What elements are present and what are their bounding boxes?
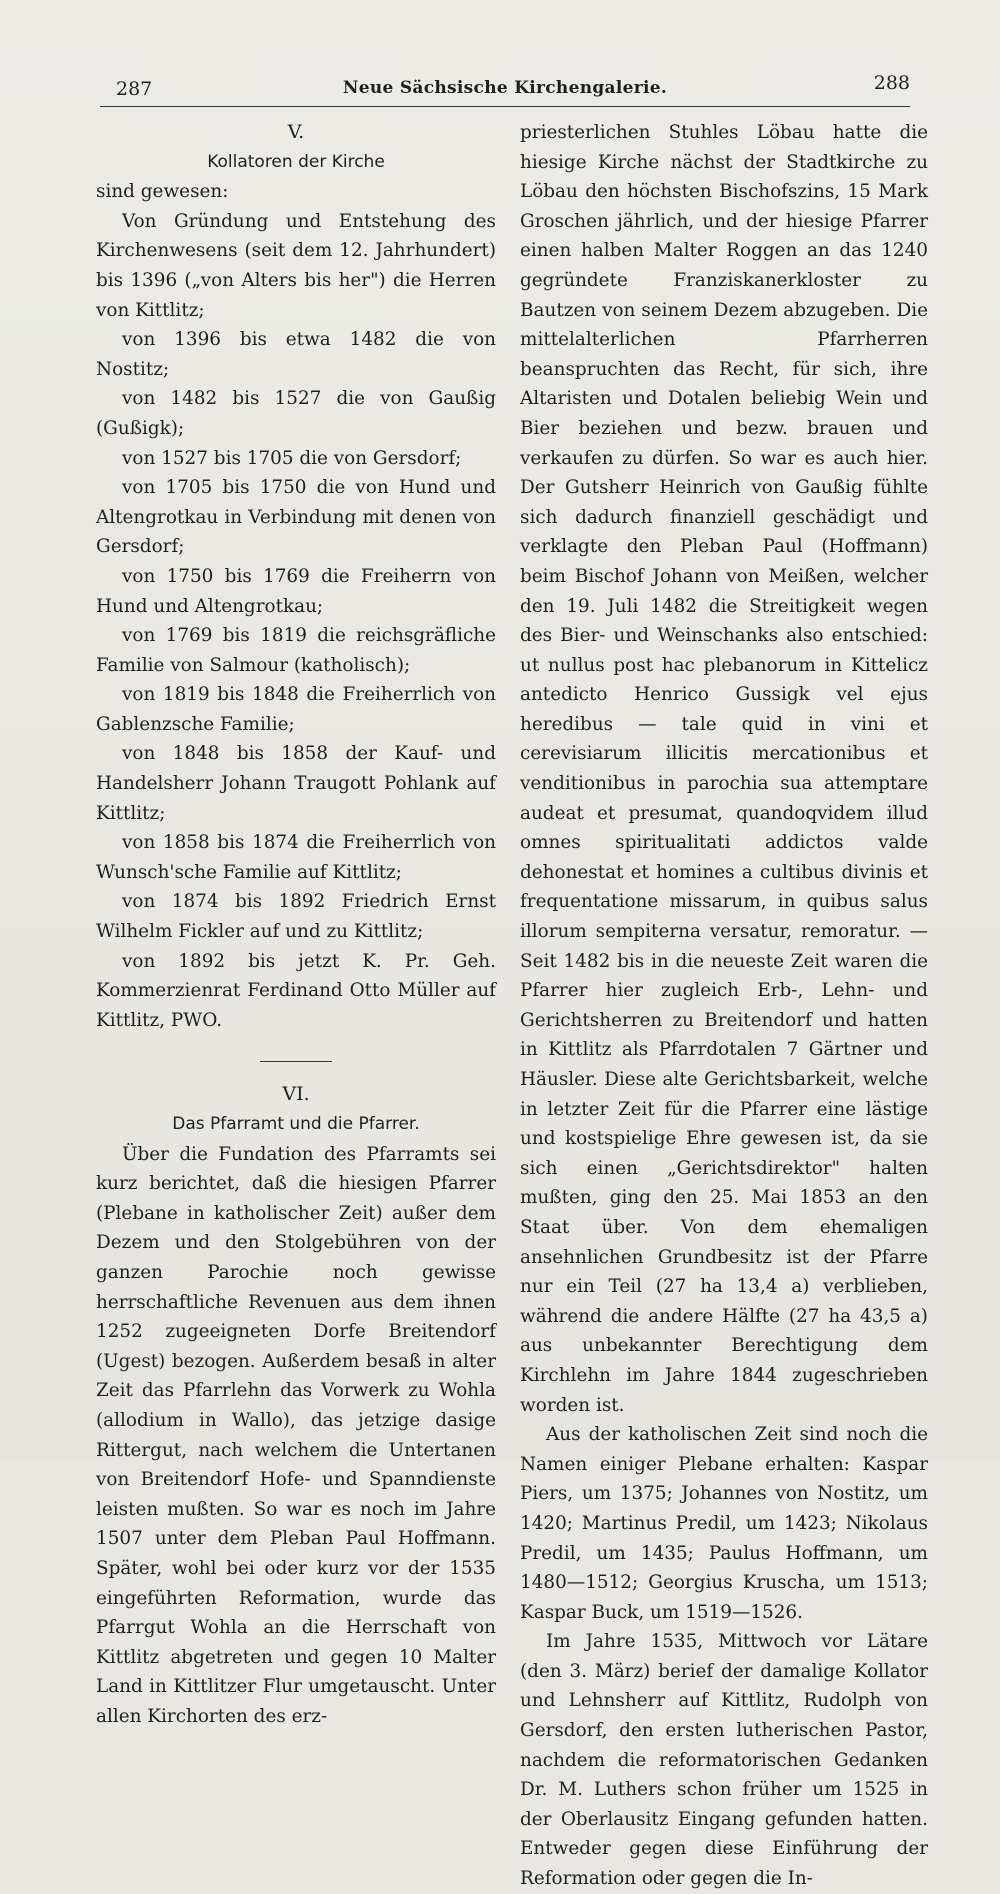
collator-entry: von 1396 bis etwa 1482 die von Nostitz; [96, 329, 496, 380]
body-paragraph: Über die Fundation des Pfarramts sei kurz berichtet, daß die hiesigen Pfarrer (Plebane in katholischer Zeit) außer dem Dezem und den Stolgebühren von der ganzen Parochie noch gewisse herrschaftliche Revenuen aus dem ihnen 1252 zugeeigneten Dorfe Breitendorf (Ugest) bezogen. Außerdem besaß in alter Zeit das Pfarrlehn das Vorwerk zu Wohla (allodium in Wallo), das jetzige dasige Rittergut, nach welchem die Untertanen von Breitendorf Hofe- und Spanndienste leisten mußten. So war es noch im Jahre 1507 unter dem Pleban Paul Hoffmann. Später, wohl bei oder kurz vor der 1535 eingeführten Reformation, wurde das Pfarrgut Wohla an die Herrschaft von Kittlitz abgetreten und gegen 10 Malter Land in Kittlitzer Flur umgetauscht. Unter allen Kirchorten des erz- [96, 1143, 496, 1727]
body-paragraph: Aus der katholischen Zeit sind noch die Namen einiger Plebane erhalten: Kaspar Piers, um 1375; Johannes von Nostitz, um 1420; Martinus Predil, um 1423; Nikolaus Predil, um 1435; Paulus Hoffmann, um 1480—1512; Georgius Kruscha, um 1513; Kaspar Buck, um 1519—1526. [520, 1424, 928, 1623]
section-6-number: VI. [282, 1083, 310, 1106]
body-paragraph: priesterlichen Stuhles Löbau hatte die hiesige Kirche nächst der Stadtkirche zu Löbau den höchsten Bischofszins, 15 Mark Groschen jährlich, und der hiesige Pfarrer einen halben Malter Roggen an das 1240 gegründete Franziskanerkloster zu Bautzen von seinem Dezem abzugeben. Die mittelalterlichen Pfarrherren beanspruchten das Recht, für sich, ihre Altaristen und Dotalen beliebig Wein und Bier beziehen und bezw. brauen und verkaufen zu dürfen. So war es auch hier. Der Gutsherr Heinrich von Gaußig fühlte sich dadurch finanziell geschädigt und verklagte den Pleban Paul (Hoffmann) beim Bischof Johann von Meißen, welcher den 19. Juli 1482 die Streitigkeit wegen des Bier- und Weinschanks also entschied: ut nullus post hac plebanorum in Kittelicz antedicto Henrico Gussigk vel ejus heredibus — tale quid in vini et cerevisiarum illicitis mercationibus et venditionibus in parochia sua attemptare audeat et presumat, quandoqvidem illud omnes spiritualitati addictos valde dehonestat et homines a cultibus divinis et frequentatione missarum, in quibus salus illorum sempiterna versatur, remoratur. — Seit 1482 bis in die neueste Zeit waren die Pfarrer hier zugleich Erb-, Lehn- und Gerichtsherren zu Breitendorf und hatten in Kittlitz als Pfarrdotalen 7 Gärtner und Häusler. Diese alte Gerichtsbarkeit, welche in letzter Zeit für die Pfarrer eine lästige und kostspielige Ehre gewesen ist, da sie sich einen „Gerichtsdirektor" halten mußten, ging den 25. Mai 1853 an den Staat über. Von dem ehemaligen ansehnlichen Grundbesitz ist der Pfarre nur ein Teil (27 ha 13,4 a) verblieben, während die andere Hälfte (27 ha 43,5 a) aus unbekannter Berechtigung dem Kirchlehn im Jahre 1844 zugeschrieben worden ist. [520, 122, 928, 1416]
collators-intro: sind gewesen: [96, 181, 229, 203]
left-column [96, 118, 496, 1731]
collator-entry: von 1482 bis 1527 die von Gaußig (Gußigk); [96, 388, 496, 439]
collator-entry: von 1769 bis 1819 die reichsgräfliche Familie von Salmour (katholisch); [96, 625, 496, 676]
collator-entry: von 1874 bis 1892 Friedrich Ernst Wilhelm Fickler auf und zu Kittlitz; [96, 891, 496, 943]
section-divider [260, 1061, 332, 1062]
collator-entry: von 1527 bis 1705 die von Gersdorf; [122, 447, 462, 469]
section-5-title: Kollatoren der Kirche [207, 151, 385, 172]
collator-entry: von 1750 bis 1769 die Freiherrn von Hund und Altengrotkau; [96, 565, 496, 617]
collator-entry: von 1892 bis jetzt K. Pr. Geh. Kommerzienrat Ferdinand Otto Müller auf Kittlitz, PWO. [96, 950, 496, 1031]
body-paragraph: Im Jahre 1535, Mittwoch vor Lätare (den 3. März) berief der damalige Kollator und Lehnsherr auf Kittlitz, Rudolph von Gersdorf, den ersten lutherischen Pastor, nachdem die reformatorischen Gedanken Dr. M. Luthers schon früher um 1525 in der Oberlausitz Eingang gefunden hatten. Entweder gegen diese Einführung der Reformation oder gegen die In- [520, 1631, 928, 1890]
collator-entry: von 1819 bis 1848 die Freiherrlich von Gablenzsche Familie; [96, 684, 496, 735]
section-5-number: V. [287, 121, 305, 143]
page-number-left: 287 [116, 78, 153, 100]
collator-entry: von 1858 bis 1874 die Freiherrlich von Wunsch'sche Familie auf Kittlitz; [96, 832, 496, 883]
collator-entry: von 1705 bis 1750 die von Hund und Altengrotkau in Verbindung mit denen von Gersdorf; [96, 477, 496, 558]
section-6-title: Das Pfarramt und die Pfarrer. [172, 1114, 420, 1134]
running-title: Neue Sächsische Kirchengalerie. [342, 78, 668, 98]
collator-entry: Von Gründung und Entstehung des Kirchenwesens (seit dem 12. Jahrhundert) bis 1396 („von Alters bis her") die Herren von Kittlitz; [96, 210, 496, 321]
right-column [520, 118, 928, 1894]
collator-entry: von 1848 bis 1858 der Kauf- und Handelsherr Johann Traugott Pohlank auf Kittlitz; [96, 743, 496, 824]
page-number-right: 288 [873, 72, 910, 94]
page-header [100, 72, 910, 107]
